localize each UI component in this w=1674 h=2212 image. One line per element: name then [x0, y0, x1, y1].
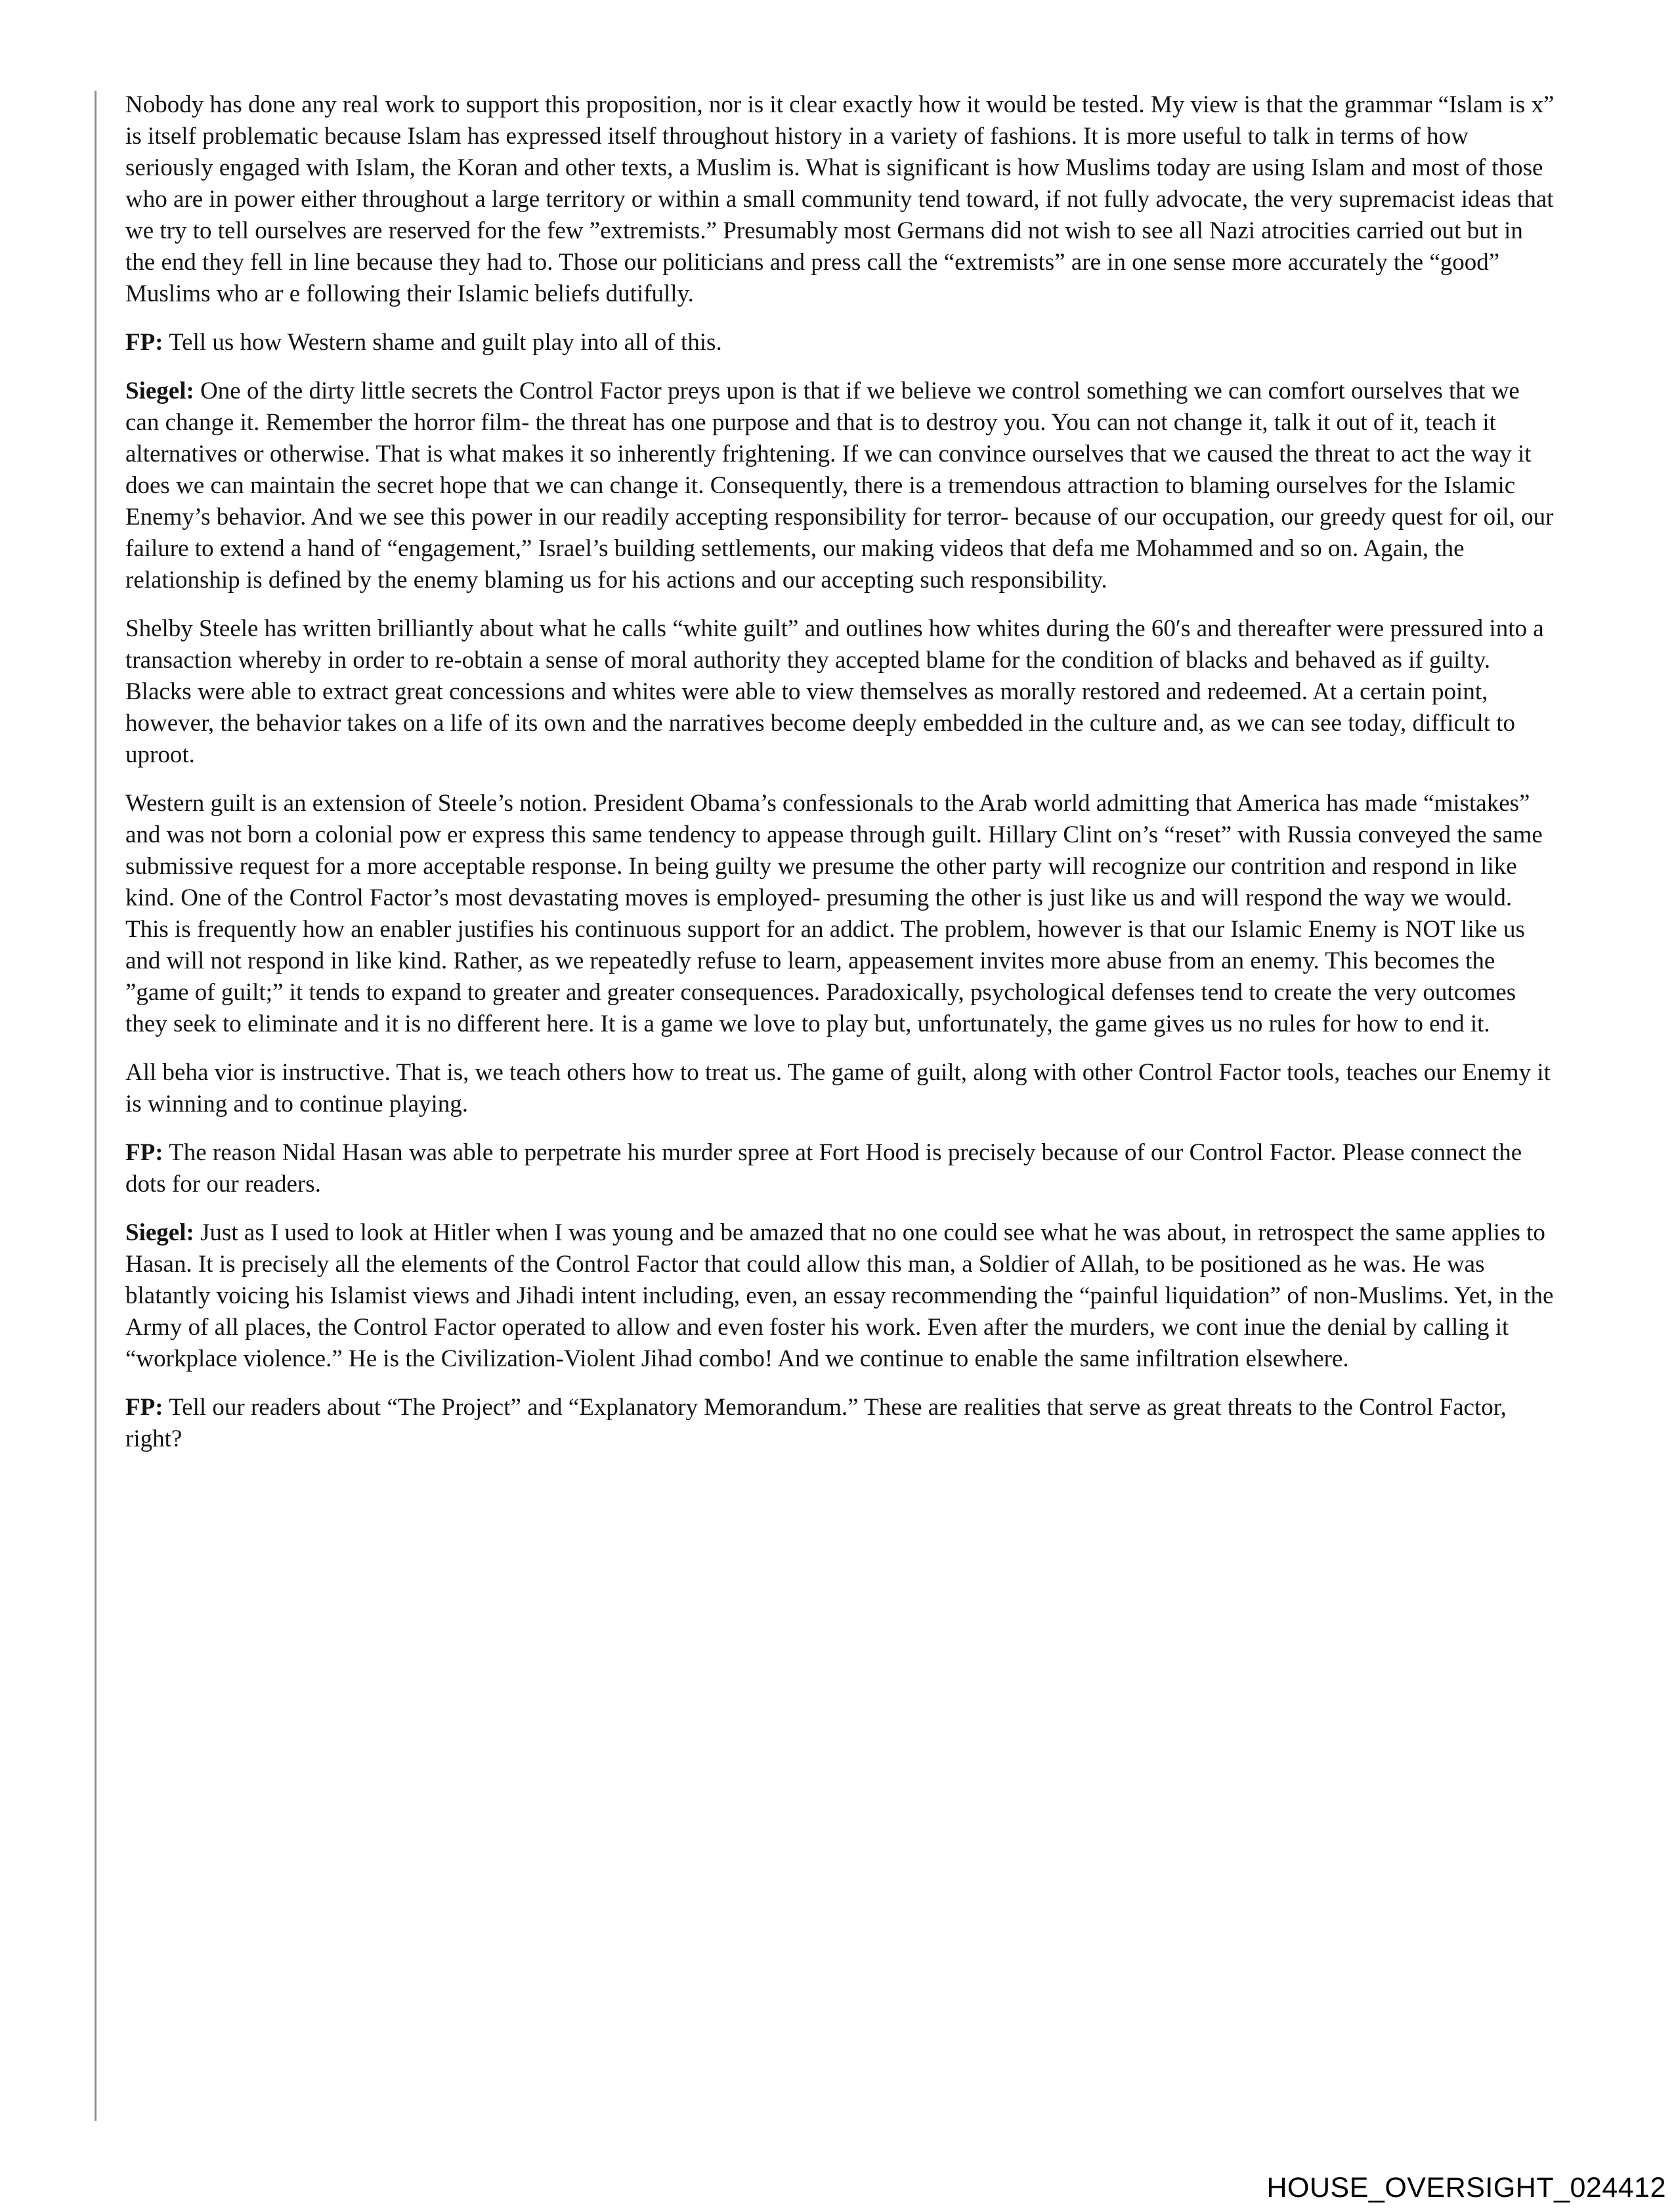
bates-number: HOUSE_OVERSIGHT_024412	[1266, 2172, 1666, 2203]
paragraph-text: Shelby Steele has written brilliantly about what he calls “white guilt” and outlines how whites during the 60′s and thereafter were pressured into a transaction whereby in order to re-obtain a sense of moral authority they accepted blame for the condition of blacks and behaved as if guilty. Blacks were able to extract great concessions and whites were able to view themselves as morally restored and redeemed. At a certain point, however, the behavior takes on a life of its own and the narratives become deeply embedded in the culture and, as we can see today, difficult to uproot.	[125, 615, 1544, 768]
speaker-label: FP:	[125, 329, 163, 356]
paragraph-text: Tell our readers about “The Project” and “Explanatory Memorandum.” These are realities that serve as great threats to the Control Factor, right?	[125, 1394, 1507, 1452]
paragraph	[125, 1057, 1556, 1120]
speaker-label: FP:	[125, 1394, 163, 1421]
left-margin-rule	[95, 91, 97, 2121]
speaker-label: Siegel:	[125, 1219, 194, 1246]
paragraph	[125, 327, 1556, 358]
paragraph	[125, 89, 1556, 310]
paragraph	[125, 1392, 1556, 1455]
paragraph-text: The reason Nidal Hasan was able to perpetrate his murder spree at Fort Hood is precisely because of our Control Factor. Please connect the dots for our readers.	[125, 1139, 1522, 1198]
paragraph	[125, 788, 1556, 1040]
paragraph-text: All beha vior is instructive. That is, we teach others how to treat us. The game of guilt, along with other Control Factor tools, teaches our Enemy it is winning and to continue playing.	[125, 1059, 1551, 1117]
speaker-label: FP:	[125, 1139, 163, 1166]
paragraph-text: One of the dirty little secrets the Control Factor preys upon is that if we believe we control something we can comfort ourselves that we can change it. Remember the horror film- the threat has one purpose and that is to destroy you. You can not change it, talk it out of it, teach it alternatives or otherwise. That is what makes it so inherently frightening. If we can convince ourselves that we caused the threat to act the way it does we can maintain the secret hope that we can change it. Consequently, there is a tremendous attraction to blaming ourselves for the Islamic Enemy’s behavior. And we see this power in our readily accepting responsibility for terror- because of our occupation, our greedy quest for oil, our failure to extend a hand of “engagement,” Israel’s building settlements, our making videos that defa me Mohammed and so on. Again, the relationship is defined by the enemy blaming us for his actions and our accepting such responsibility.	[125, 378, 1554, 594]
paragraph-text: Tell us how Western shame and guilt play into all of this.	[169, 329, 722, 356]
paragraph	[125, 376, 1556, 596]
paragraph	[125, 1137, 1556, 1200]
paragraph-text: Just as I used to look at Hitler when I was young and be amazed that no one could see what he was about, in retrospect the same applies to Hasan. It is precisely all the elements of the Control Factor that could allow this man, a Soldier of Allah, to be positioned as he was. He was blatantly voicing his Islamist views and Jihadi intent including, even, an essay recommending the “painful liquidation” of non-Muslims. Yet, in the Army of all places, the Control Factor operated to allow and even foster his work. Even after the murders, we cont inue the denial by calling it “workplace violence.” He is the Civilization-Violent Jihad combo! And we continue to enable the same infiltration elsewhere.	[125, 1219, 1554, 1372]
paragraph-text: Nobody has done any real work to support this proposition, nor is it clear exactly how it would be tested. My view is that the grammar “Islam is x” is itself problematic because Islam has expressed itself throughout history in a variety of fashions. It is more useful to talk in terms of how seriously engaged with Islam, the Koran and other texts, a Muslim is. What is significant is how Muslims today are using Islam and most of those who are in power either throughout a large territory or within a small community tend toward, if not fully advocate, the very supremacist ideas that we try to tell ourselves are reserved for the few ”extremists.” Presumably most Germans did not wish to see all Nazi atrocities carried out but in the end they fell in line because they had to. Those our politicians and press call the “extremists” are in one sense more accurately the “good” Muslims who ar e following their Islamic beliefs dutifully.	[125, 91, 1555, 307]
speaker-label: Siegel:	[125, 378, 194, 404]
paragraph	[125, 613, 1556, 771]
paragraph	[125, 1217, 1556, 1375]
paragraph-text: Western guilt is an extension of Steele’s notion. President Obama’s confessionals to the Arab world admitting that America has made “mistakes” and was not born a colonial pow er express this same tendency to appease through guilt. Hillary Clint on’s “reset” with Russia conveyed the same submissive request for a more acceptable response. In being guilty we presume the other party will recognize our contrition and respond in like kind. One of the Control Factor’s most devastating moves is employed- presuming the other is just like us and will respond the way we would. This is frequently how an enabler justifies his continuous support for an addict. The problem, however is that our Islamic Enemy is NOT like us and will not respond in like kind. Rather, as we repeatedly refuse to learn, appeasement invites more abuse from an enemy. This becomes the ”game of guilt;” it tends to expand to greater and greater consequences. Paradoxically, psychological defenses tend to create the very outcomes they seek to eliminate and it is no different here. It is a game we love to play but, unfortunately, the game gives us no rules for how to end it.	[125, 790, 1543, 1037]
document-content	[125, 89, 1556, 1472]
